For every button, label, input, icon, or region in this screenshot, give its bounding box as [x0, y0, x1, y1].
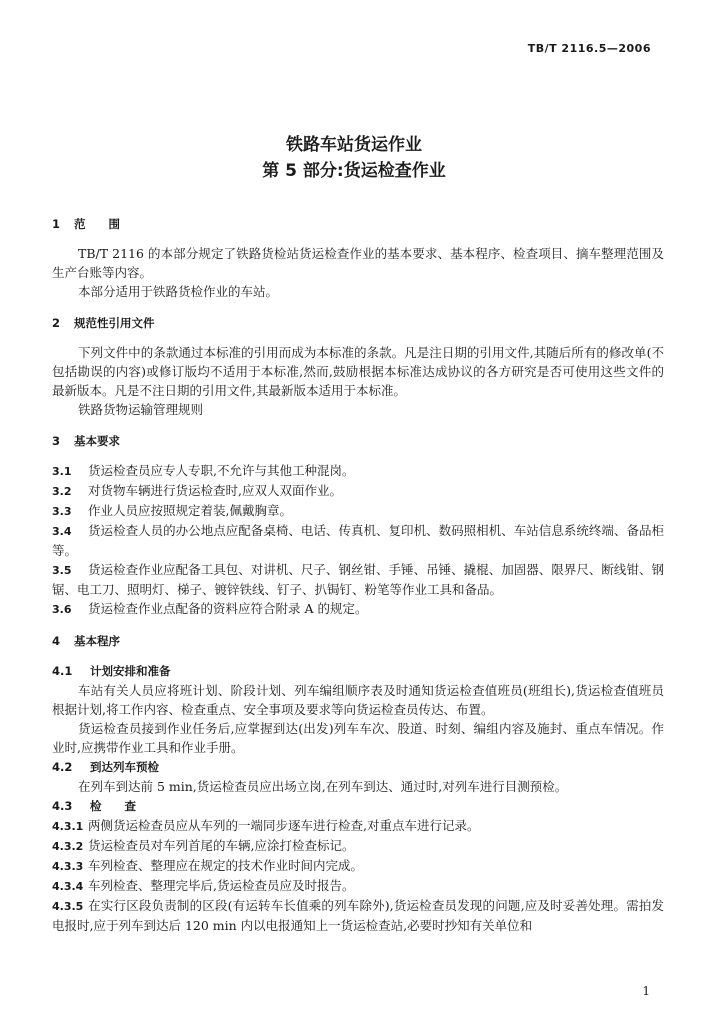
paragraph: 货运检查员接到作业任务后,应掌握到达(出发)列车车次、股道、时刻、编组内容及施封、重点车情况。作业时,应携带作业工具和作业手册。 [52, 721, 664, 755]
section-number: 4 [52, 634, 61, 648]
clause [52, 521, 664, 560]
clause-number: 3.1 [52, 465, 72, 478]
page-number: 1 [642, 984, 650, 998]
subsection-4-1-heading [52, 661, 664, 681]
clause-number: 3.2 [52, 485, 72, 498]
section-number: 1 [52, 217, 61, 231]
clause-number: 3.6 [52, 603, 72, 616]
clause [52, 560, 664, 599]
section-title: 基本要求 [74, 434, 120, 448]
subsection-4-3-heading [52, 796, 664, 816]
clause [52, 481, 664, 501]
clause-text: 车列检查、整理应在规定的技术作业时间内完成。 [88, 858, 364, 873]
section-number: 2 [52, 316, 61, 330]
clause-text: 货运检查员对车列首尾的车辆,应涂打检查标记。 [88, 838, 355, 853]
clause-number: 3.4 [52, 525, 72, 538]
paragraph: 本部分适用于铁路货检作业的车站。 [78, 284, 279, 299]
section-3-heading [52, 432, 664, 451]
subsection-title: 计划安排和准备 [90, 664, 171, 678]
clause-text: 货运检查员应专人专职,不允许与其他工种混岗。 [88, 463, 355, 478]
section-number: 3 [52, 434, 61, 448]
clause [52, 856, 664, 876]
paragraph: TB/T 2116 的本部分规定了铁路货检站货运检查作业的基本要求、基本程序、检查项目、摘车整理范围及生产台账等内容。 [52, 246, 664, 280]
document-title [0, 132, 708, 184]
section-4-heading [52, 632, 664, 651]
clause-text: 货运检查作业点配备的资料应符合附录 A 的规定。 [88, 601, 368, 616]
clause-text: 货运检查作业应配备工具包、对讲机、尺子、钢丝钳、手锤、吊锤、撬棍、加固器、限界尺、断线钳、钢锯、电工刀、照明灯、梯子、镀锌铁线、钉子、扒锔钉、粉笔等作业工具和备品。 [52, 562, 664, 597]
clause [52, 461, 664, 481]
clause [52, 816, 664, 836]
clause-text: 在实行区段负责制的区段(有运转车长值乘的列车除外),货运检查员发现的问题,应及时妥善处理。需拍发电报时,应于列车到达后 120 min 内以电报通知上一货运检查站,必要时抄知有关单位和 [52, 898, 664, 933]
clause [52, 876, 664, 896]
clause [52, 836, 664, 856]
clause-number: 4.3.1 [52, 820, 84, 833]
subsection-4-2-heading [52, 757, 664, 777]
section-title: 基本程序 [74, 634, 120, 648]
subsection-title: 到达列车预检 [90, 760, 159, 774]
title-line-1: 铁路车站货运作业 [286, 135, 422, 155]
clause-number: 3.5 [52, 564, 72, 577]
clause-number: 4.3.3 [52, 860, 84, 873]
clause-text: 两侧货运检查员应从车列的一端同步逐车进行检查,对重点车进行记录。 [88, 818, 480, 833]
clause-number: 3.3 [52, 505, 72, 518]
subsection-number: 4.3 [52, 799, 73, 813]
clause [52, 501, 664, 521]
clause-number: 4.3.4 [52, 880, 84, 893]
clause-number: 4.3.5 [52, 900, 84, 913]
paragraph: 在列车到达前 5 min,货运检查员应出场立岗,在列车到达、通过时,对列车进行目测预检。 [78, 779, 568, 794]
standard-number: TB/T 2116.5—2006 [527, 42, 651, 55]
subsection-title: 检 查 [90, 799, 136, 813]
subsection-number: 4.1 [52, 664, 73, 678]
title-line-2: 第 5 部分:货运检查作业 [262, 161, 446, 181]
clause-text: 对货物车辆进行货运检查时,应双人双面作业。 [88, 483, 342, 498]
subsection-number: 4.2 [52, 760, 73, 774]
paragraph: 下列文件中的条款通过本标准的引用而成为本标准的条款。凡是注日期的引用文件,其随后所有的修改单(不包括勘误的内容)或修订版均不适用于本标准,然而,鼓励根据本标准达成协议的各方研究是否可使用这些文件的最新版本。凡是不注日期的引用文件,其最新版本适用于本标准。 [52, 345, 664, 398]
clause [52, 599, 664, 619]
section-2-heading [52, 314, 664, 333]
document-body [52, 210, 664, 935]
clause [52, 896, 664, 935]
section-title: 规范性引用文件 [74, 316, 155, 330]
clause-text: 作业人员应按照规定着装,佩戴胸章。 [88, 503, 292, 518]
clause-text: 货运检查人员的办公地点应配备桌椅、电话、传真机、复印机、数码照相机、车站信息系统终端、备品柜等。 [52, 523, 664, 558]
paragraph: 铁路货物运输管理规则 [78, 402, 204, 417]
clause-text: 车列检查、整理完毕后,货运检查员应及时报告。 [88, 878, 355, 893]
section-1-heading [52, 215, 664, 234]
section-title: 范 围 [74, 217, 120, 231]
clause-number: 4.3.2 [52, 840, 84, 853]
paragraph: 车站有关人员应将班计划、阶段计划、列车编组顺序表及时通知货运检查值班员(班组长),货运检查值班员根据计划,将工作内容、检查重点、安全事项及要求等向货运检查员传达、布置。 [52, 683, 664, 717]
